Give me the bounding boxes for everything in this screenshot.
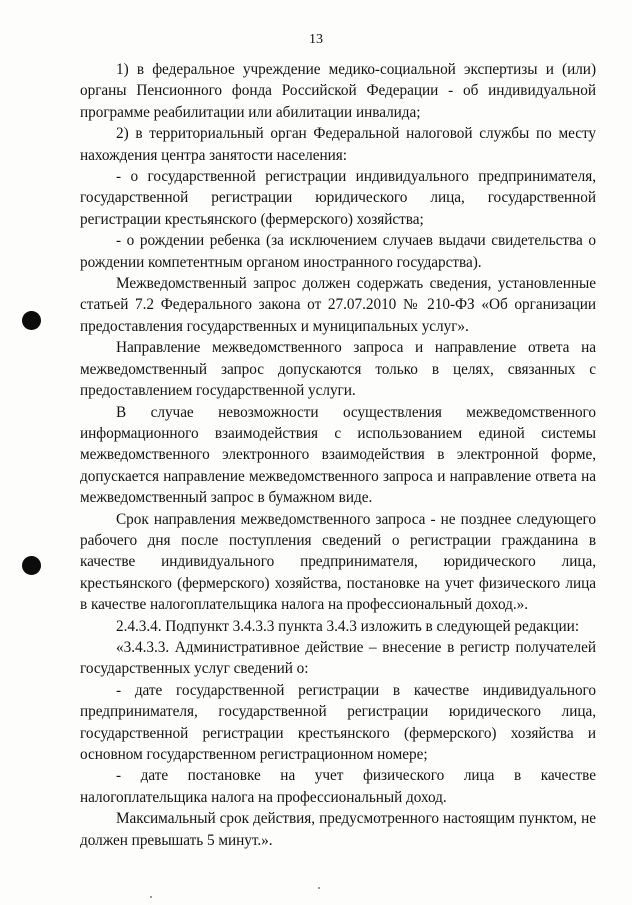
paragraph-amendment-2-4-3-4: 2.4.3.4. Подпункт 3.4.3.3 пункта 3.4.3 изложить в следующей редакции: (116, 617, 580, 635)
paragraph-registration-date: - дате государственной регистрации в качестве индивидуального предпринимателя, государственной регистрации юридического лица, государственной регистрации крестьянского (фермерского) хозяйства и основном государственном регистрационном номере; (80, 681, 596, 763)
paragraph-item-1-mse: 1) в федеральное учреждение медико-социальной экспертизы и (или) органы Пенсионного фонда Российской Федерации - об индивидуальной программе реабилитации или абилитации инвалида; (80, 61, 596, 121)
punch-hole-lower (22, 556, 41, 575)
scan-speck (150, 896, 152, 898)
scan-speck (318, 887, 320, 889)
paragraph-paper-form: В случае невозможности осуществления межведомственного информационного взаимодействия с использованием единой системы межведомственного электронного взаимодействия в электронной форме, допускается направление межведомственного запроса и направление ответа на межведомственный запрос в бумажном виде. (80, 403, 596, 507)
page-number: 13 (309, 32, 323, 47)
paragraph-taxpayer-date: - дате постановке на учет физического лица в качестве налогоплательщика налога на профессиональный доход. (80, 767, 596, 806)
paragraph-request-contents: Межведомственный запрос должен содержать сведения, установленные статьей 7.2 Федерального закона от 27.07.2010 № 210-ФЗ «Об организации предоставления государственных и муниципальных услуг». (80, 275, 596, 335)
paragraph-state-registration: - о государственной регистрации индивидуального предпринимателя, государственной регистрации юридического лица, государственной регистрации крестьянского (фермерского) хозяйства; (80, 168, 596, 228)
punch-hole-upper (22, 311, 41, 330)
paragraph-item-2-fns: 2) в территориальный орган Федеральной налоговой службы по месту нахождения центра занятости населения: (80, 125, 596, 164)
paragraph-request-deadline: Срок направления межведомственного запроса - не позднее следующего рабочего дня после поступления сведений о регистрации гражданина в качестве индивидуального предпринимателя, юридического лица, крестьянского (фермерского) хозяйства, постановке на учет физического лица в качестве налогоплательщика налога на профессиональный доход.». (80, 510, 596, 614)
paragraph-child-birth: - о рождении ребенка (за исключением случаев выдачи свидетельства о рождении компетентным органом иностранного государства). (80, 232, 596, 271)
paragraph-request-purpose: Направление межведомственного запроса и направление ответа на межведомственный запрос допускаются только в целях, связанных с предоставлением государственной услуги. (80, 339, 596, 400)
paragraph-max-duration: Максимальный срок действия, предусмотренного настоящим пунктом, не должен превышать 5 минут.». (80, 810, 596, 849)
document-body (80, 59, 596, 851)
paragraph-action-3-4-3-3: «3.4.3.3. Административное действие – внесение в регистр получателей государственных услуг сведений о: (80, 638, 596, 678)
